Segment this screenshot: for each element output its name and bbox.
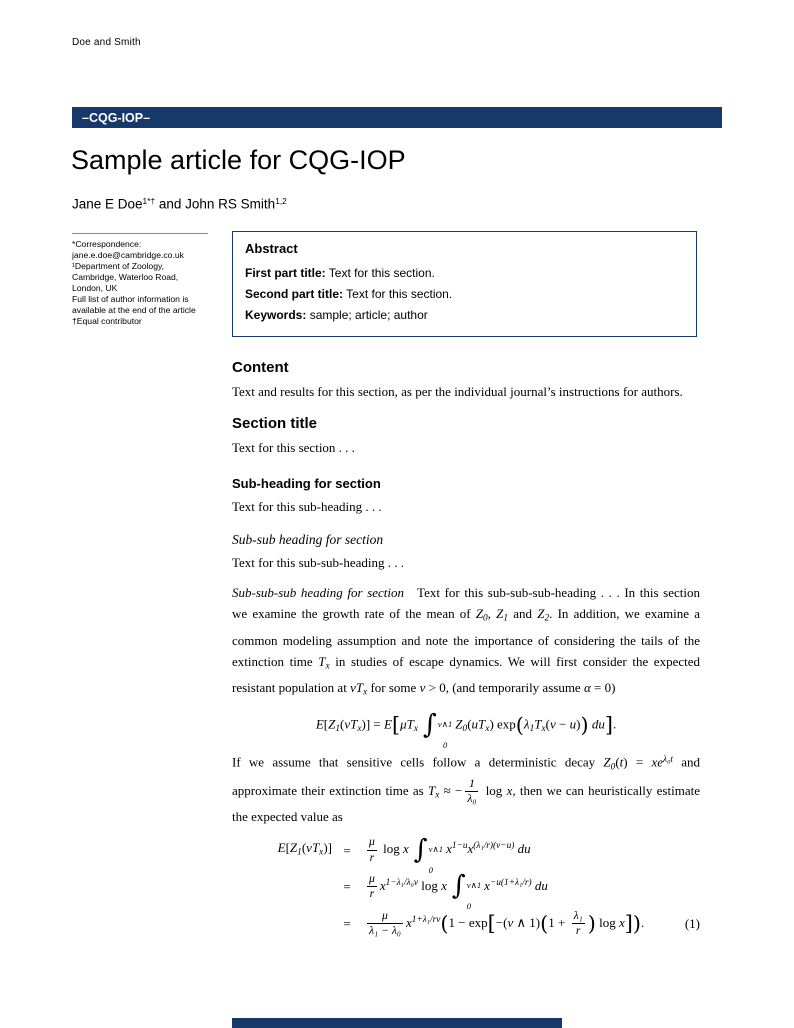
journal-banner (72, 107, 722, 128)
equals-sign: = (343, 879, 351, 895)
equation-rhs: $\frac{\mu}{r}$ $x^{1-\lambda_1/\lambda_0v}$ log x ∫ v∧1 0 $x^{-u(1+\lambda_1/r)}$ du (369, 870, 548, 912)
equals-sign: = (343, 842, 351, 858)
author-info-note: available at the end of the article (72, 305, 196, 315)
abstract-item-keywords (245, 305, 684, 326)
abstract-box (232, 231, 697, 337)
subsubsection-heading: Sub-sub heading for section (232, 532, 384, 547)
abstract-item-label: Keywords: (245, 308, 307, 322)
correspondence-block (72, 239, 224, 327)
abstract-item-text: sample; article; author (309, 308, 428, 322)
abstract-item-text: Text for this section. (346, 287, 453, 301)
run-in-heading-paragraph: Sub-sub-sub heading for section Text for this sub-sub-sub-heading . . . In this section we examine the growth rate of the mean of $Z_0$, $Z_1$ and $Z_2$. In addition, we examine a common modeling assumption and note the importance of considering the tails of the extinction time $T_x$ in studies of escape dynamics. We will first consider the expected resistant population at $vT_x$ for some v > 0, (and temporarily assume α = 0) (232, 585, 701, 698)
equation-number: (1) (684, 915, 700, 931)
abstract-item-first-part (245, 263, 684, 284)
section-heading-title: Section title (232, 415, 318, 432)
equation-display (232, 708, 700, 750)
affiliation-line: Cambridge, Waterloo Road, (72, 272, 179, 282)
abstract-item-second-part (245, 284, 684, 305)
equation-line-2 (232, 870, 700, 912)
body-paragraph: Text for this section . . . (232, 440, 355, 455)
abstract-item-label: First part title: (245, 266, 326, 280)
affiliation-line: ¹Department of Zoology, (72, 261, 165, 271)
body-paragraph: Text and results for this section, as per the individual journal’s instructions for authors. (232, 384, 683, 399)
sidebar-divider (72, 233, 208, 234)
authors-line: Jane E Doe$^{1*\dagger}$ and John RS Smith$^{1,2}$ (72, 196, 287, 212)
section-heading-content: Content (232, 359, 289, 376)
equal-contributor-note: †Equal contributor (72, 316, 142, 326)
abstract-item-text: Text for this section. (328, 266, 435, 280)
abstract-heading: Abstract (245, 241, 298, 256)
body-paragraph: If we assume that sensitive cells follow a deterministic decay $Z_0(t) = xe^{\lambda_0t}$ and approximate their extinction time as $T_x$ ≈ − $\frac{1}{\text{λ₀}}$ log x, then we can heuristically estimate the expected value as (232, 754, 700, 825)
body-paragraph: Text for this sub-sub-heading . . . (232, 555, 405, 570)
equation-rhs: $\frac{\mu}{\text{λ₁ − λ₀}}$ $x^{1+\lambda_1/rv}(1 - \exp[-(v$ ∧ 1)(1 + $\frac{\text{λ₁}}{r}$ ) log x]). (369, 908, 645, 937)
running-head: Doe and Smith (72, 37, 141, 48)
correspondence-label: *Correspondence: (72, 239, 142, 249)
equation-expected-value: $E[Z_1(vT_x)] = E[\mu T_x$ ∫ v∧1 0 $Z_0(uT_x) \exp(\lambda_1T_x(v - u))$ du]. (315, 708, 617, 750)
subsection-heading: Sub-heading for section (232, 476, 381, 491)
footer-bar (232, 1018, 562, 1028)
article-body (232, 358, 700, 946)
body-paragraph: Text for this sub-heading . . . (232, 499, 382, 514)
abstract-item-label: Second part title: (245, 287, 344, 301)
equation-rhs: $\frac{\mu}{r}$ log x ∫ v∧1 0 $x^{1-u}x^{(\lambda_1/r)(v-u)}$ du (369, 833, 531, 875)
equation-block (232, 833, 700, 937)
article-title: Sample article for CQG-IOP (71, 145, 406, 175)
equation-line-1 (232, 833, 700, 875)
equals-sign: = (343, 915, 351, 931)
affiliation-line: London, UK (72, 283, 118, 293)
correspondence-email-link[interactable]: jane.e.doe@cambridge.co.uk (72, 250, 184, 260)
equation-lhs: $E[Z_1(vT_x)]$ (277, 839, 332, 858)
journal-banner-text: –CQG-IOP– (82, 110, 151, 125)
author-info-note: Full list of author information is (72, 294, 189, 304)
